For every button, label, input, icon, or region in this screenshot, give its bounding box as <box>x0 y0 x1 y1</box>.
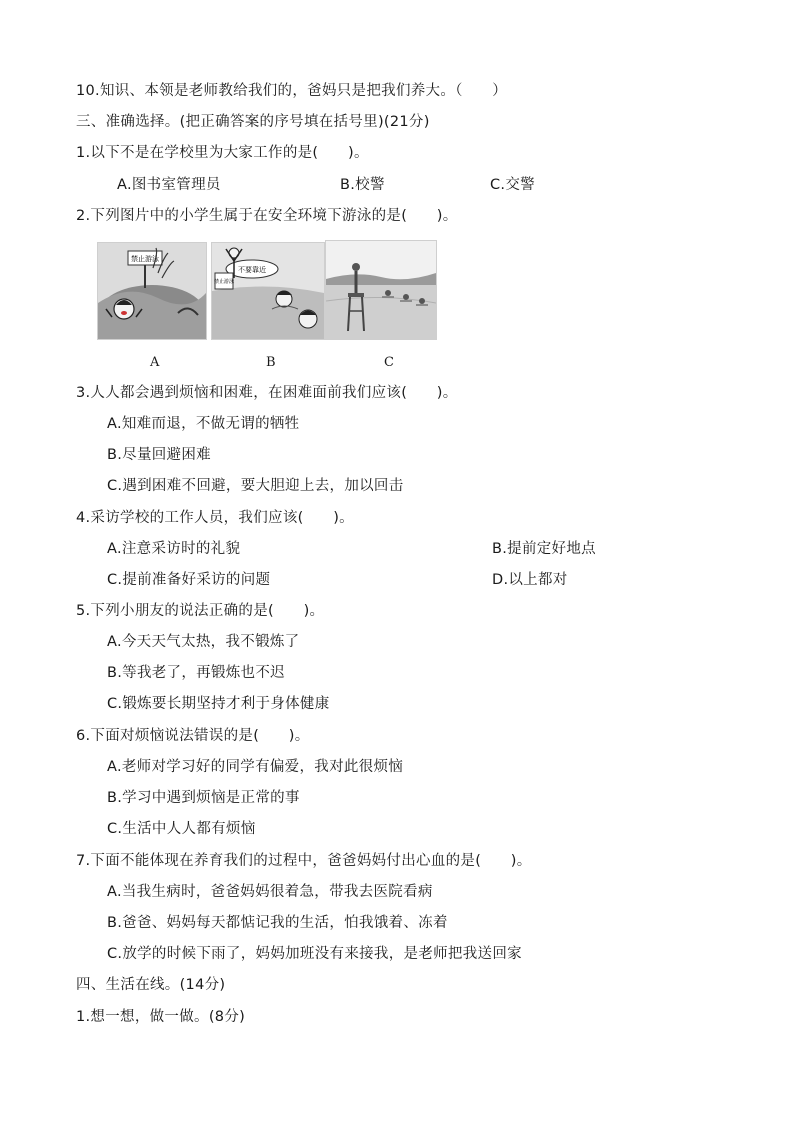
q6-option-b: B.学习中遇到烦恼是正常的事 <box>107 790 300 806</box>
question-3-stem: 3.人人都会遇到烦恼和困难，在困难面前我们应该( )。 <box>76 385 458 401</box>
picture-c-label: C <box>384 355 394 370</box>
q6-option-c: C.生活中人人都有烦恼 <box>107 821 256 837</box>
q4-option-b: B.提前定好地点 <box>492 541 596 557</box>
sign-b-post-text: 禁止游泳 <box>213 279 235 285</box>
q7-option-c: C.放学的时候下雨了，妈妈加班没有来接我，是老师把我送回家 <box>107 946 522 962</box>
picture-b <box>211 242 325 340</box>
picture-a <box>97 242 207 340</box>
q1-option-b: B.校警 <box>340 177 385 193</box>
section-3-title: 三、准确选择。(把正确答案的序号填在括号里)(21分) <box>76 114 430 130</box>
question-4-stem: 4.采访学校的工作人员，我们应该( )。 <box>76 510 354 526</box>
q3-option-a: A.知难而退，不做无谓的牺牲 <box>107 416 300 432</box>
q7-option-a: A.当我生病时，爸爸妈妈很着急，带我去医院看病 <box>107 884 433 900</box>
question-2-stem: 2.下列图片中的小学生属于在安全环境下游泳的是( )。 <box>76 208 458 224</box>
question-6-stem: 6.下面对烦恼说法错误的是( )。 <box>76 728 310 744</box>
question-1-stem: 1.以下不是在学校里为大家工作的是( )。 <box>76 145 369 161</box>
q3-option-b: B.尽量回避困难 <box>107 447 211 463</box>
q7-option-b: B.爸爸、妈妈每天都惦记我的生活，怕我饿着、冻着 <box>107 915 448 931</box>
q4-option-c: C.提前准备好采访的问题 <box>107 572 271 588</box>
q4-option-a: A.注意采访时的礼貌 <box>107 541 241 557</box>
sign-b-bubble-text: 不要靠近 <box>238 266 266 274</box>
q10-true-false: 10.知识、本领是老师教给我们的，爸妈只是把我们养大。（ ） <box>76 83 508 99</box>
picture-a-label: A <box>150 355 160 370</box>
q6-option-a: A.老师对学习好的同学有偏爱，我对此很烦恼 <box>107 759 404 775</box>
q4-option-d: D.以上都对 <box>492 572 568 588</box>
sign-a-text: 禁止游泳 <box>131 255 159 263</box>
section-4-question-1: 1.想一想，做一做。(8分) <box>76 1009 246 1025</box>
picture-c <box>325 240 437 340</box>
q3-option-c: C.遇到困难不回避，要大胆迎上去，加以回击 <box>107 478 404 494</box>
q5-option-a: A.今天天气太热，我不锻炼了 <box>107 634 300 650</box>
q1-option-c: C.交警 <box>490 177 535 193</box>
q1-option-a: A.图书室管理员 <box>117 177 221 193</box>
q5-option-c: C.锻炼要长期坚持才利于身体健康 <box>107 696 330 712</box>
section-4-title: 四、生活在线。(14分) <box>76 977 226 993</box>
question-5-stem: 5.下列小朋友的说法正确的是( )。 <box>76 603 325 619</box>
q5-option-b: B.等我老了，再锻炼也不迟 <box>107 665 285 681</box>
picture-b-label: B <box>266 355 276 370</box>
question-7-stem: 7.下面不能体现在养育我们的过程中，爸爸妈妈付出心血的是( )。 <box>76 853 532 869</box>
